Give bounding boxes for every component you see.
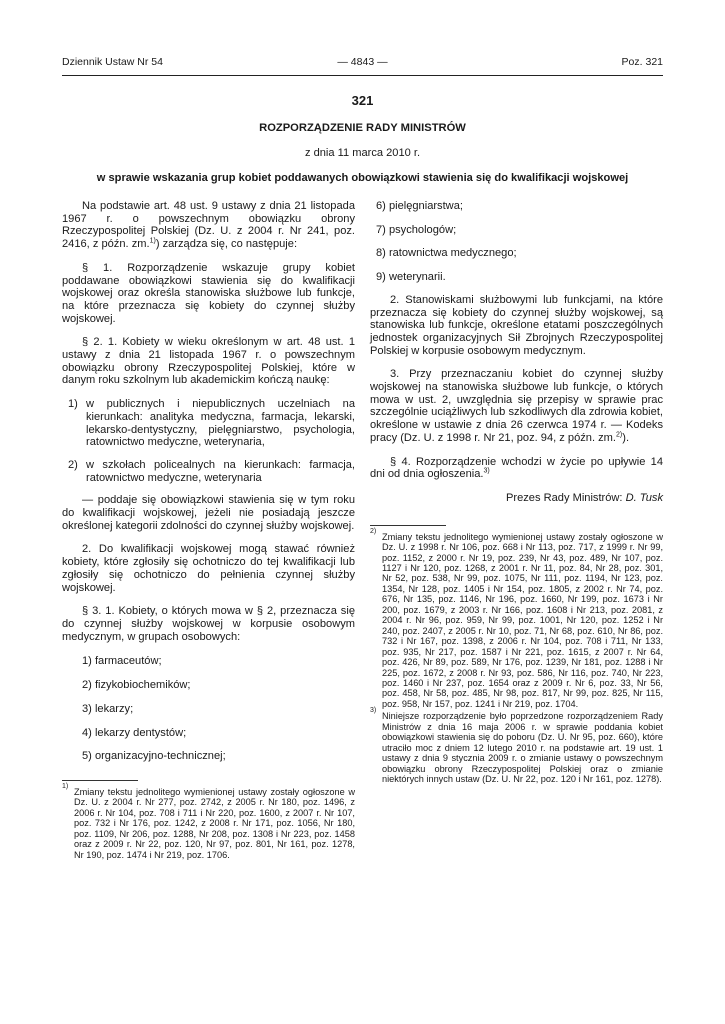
footnote-ref-2: 2): [616, 431, 623, 439]
list-item: 7) psychologów;: [376, 223, 457, 236]
footnote-2: 2) Zmiany tekstu jednolitego wymienionej ustawy zostały ogłoszone w Dz. U. z 1998 r. Nr 106, poz. 668 i Nr 113, poz. 717, z 1999 r. Nr 99, poz. 1152, z 2000 r. Nr 19, poz. 239, Nr 43, poz. 489, Nr 107, poz. 1127 i Nr 120, poz. 1268, z 2001 r. Nr 11, poz. 84, Nr 28, poz. 301, Nr 52, poz. 538, Nr 99, poz. 1075, Nr 111, poz. 1194, Nr 123, poz. 1354, Nr 128, poz. 1405 i Nr 154, poz. 1805, z 2002 r. Nr 74, poz. 676, Nr 135, poz. 1146, Nr 196, poz. 1660, Nr 199, poz. 1673 i Nr 200, poz. 1679, z 2003 r. Nr 166, poz. 1608 i Nr 213, poz. 2081, z 2004 r. Nr 96, poz. 959, Nr 99, poz. 1001, Nr 120, poz. 1252 i Nr 240, poz. 2407, z 2005 r. Nr 10, poz. 71, Nr 68, poz. 610, Nr 86, poz. 732 i Nr 167, poz. 1398, z 2006 r. Nr 104, poz. 708 i 711, Nr 133, poz. 935, Nr 217, poz. 1587 i Nr 221, poz. 1615, z 2007 r. Nr 64, poz. 426, Nr 89, poz. 589, Nr 176, poz. 1239, Nr 181, poz. 1288 i Nr 225, poz. 1672, z 2008 r. Nr 93, poz. 586, Nr 116, poz. 740, Nr 223, poz. 1460 i Nr 237, poz. 1654 oraz z 2009 r. Nr 6, poz. 33, Nr 56, poz. 458, Nr 58, poz. 485, Nr 98, poz. 817, Nr 99, poz. 825, Nr 115, poz. 958, Nr 157, poz. 1241 i Nr 219, poz. 1704.: [370, 527, 663, 709]
footnote-rule: [370, 525, 446, 526]
footnote-ref-1: 1): [149, 237, 156, 245]
header-position: Poz. 321: [621, 56, 663, 68]
legal-basis-paragraph: Na podstawie art. 48 ust. 9 ustawy z dnia 21 listopada 1967 r. o powszechnym obowiązku obrony Rzeczypospolitej Polskiej (Dz. U. z 2004 r. Nr 241, poz. 2416, z późn. zm.$^{1)}$) zarządza się, co następuje:: [62, 200, 355, 251]
header-journal: Dziennik Ustaw Nr 54: [62, 56, 163, 68]
footnote-ref-3: 3): [483, 467, 490, 475]
section-3-1: § 3. 1. Kobiety, o których mowa w § 2, przeznacza się do czynnej służby wojskowej w korpusie osobowym medycznym, w grupach osobowych:: [62, 605, 355, 643]
footnote-1: 1) Zmiany tekstu jednolitego wymienionej ustawy zostały ogłoszone w Dz. U. z 2004 r. Nr 277, poz. 2742, z 2005 r. Nr 180, poz. 1496, z 2006 r. Nr 104, poz. 708 i 711 i Nr 220, poz. 1600, z 2007 r. Nr 107, poz. 732 i Nr 176, poz. 1242, z 2008 r. Nr 171, poz. 1056, Nr 180, poz. 1109, Nr 206, poz. 1288, Nr 208, poz. 1308 i Nr 223, poz. 1458 oraz z 2009 r. Nr 22, poz. 120, Nr 97, poz. 801, Nr 161, poz. 1278, Nr 190, poz. 1474 i Nr 219, poz. 1706.: [62, 782, 355, 860]
section-1: § 1. Rozporządzenie wskazuje grupy kobiet poddawane obowiązkowi stawienia się do kwalifikacji wojskowej oraz określa stanowiska służbowe lub funkcje, na które przeznacza się kobiety do czynnej służby wojskowej.: [62, 261, 355, 325]
act-subject: w sprawie wskazania grup kobiet poddawanych obowiązkowi stawienia się do kwalifikacji wojskowej: [96, 172, 629, 184]
header-rule: [62, 75, 663, 76]
footnote-3: 3) Niniejsze rozporządzenie było poprzedzone rozporządzeniem Rady Ministrów z dnia 16 maja 2006 r. w sprawie poddania kobiet obowiązkowi stawienia się do poboru (Dz. U. Nr 95, poz. 660), które utraciło moc z dniem 12 lutego 2010 r. na podstawie art. 19 ust. 1 ustawy z dnia 9 stycznia 2009 r. o zmianie ustawy o powszechnym obowiązku obrony Rzeczypospolitej Polskiej oraz o zmianie niektórych innych ustaw (Dz. U. Nr 22, poz. 120 i Nr 161, poz. 1278).: [370, 707, 663, 785]
section-4: § 4. Rozporządzenie wchodzi w życie po upływie 14 dni od dnia ogłoszenia.$^{3)}$: [370, 455, 663, 481]
header-page-number: — 4843 —: [337, 56, 388, 68]
list-item: 1) w publicznych i niepublicznych uczelniach na kierunkach: analityka medyczna, farmacja, lekarski, lekarsko-dentystyczny, pielęgniarstwo, psychologia, ratownictwo medyczne, weterynaria,: [68, 398, 355, 449]
list-item: 8) ratownictwa medycznego;: [376, 247, 517, 260]
left-column: [62, 200, 355, 860]
list-item: 5) organizacyjno-technicznej;: [82, 750, 226, 763]
section-2-tail: — poddaje się obowiązkowi stawienia się w tym roku do kwalifikacji wojskowej, jeżeli nie posiadają jeszcze określonej kategorii zdolności do czynnej służby wojskowej.: [62, 494, 355, 532]
footnote-rule: [62, 780, 138, 781]
right-column: [370, 200, 663, 785]
act-date: z dnia 11 marca 2010 r.: [304, 147, 421, 159]
list-item: 3) lekarzy;: [82, 702, 134, 715]
section-2-1: § 2. 1. Kobiety w wieku określonym w art. 48 ust. 1 ustawy z dnia 21 listopada 1967 r. o powszechnym obowiązku obrony Rzeczypospolitej Polskiej, które w danym roku szkolnym lub akademickim kończą naukę:: [62, 336, 355, 387]
act-title: ROZPORZĄDZENIE RADY MINISTRÓW: [259, 122, 466, 134]
list-item: 2) fizykobiochemików;: [82, 679, 191, 692]
list-item: 1) farmaceutów;: [82, 655, 162, 668]
signature: Prezes Rady Ministrów: D. Tusk: [505, 491, 663, 504]
signature-name: D. Tusk: [625, 491, 663, 504]
list-item: 9) weterynarii.: [376, 271, 446, 284]
list-item: 6) pielęgniarstwa;: [376, 200, 463, 212]
section-3-2: 2. Stanowiskami służbowymi lub funkcjami, na które przeznacza się kobiety do czynnej służby wojskowej, są stanowiska lub funkcje, określone etatami poszczególnych jednostek organizacyjnych Sił Zbrojnych Rzeczypospolitej Polskiej w korpusie osobowym medycznym.: [370, 293, 663, 357]
list-item: 4) lekarzy dentystów;: [82, 726, 187, 739]
section-3-3: 3. Przy przeznaczaniu kobiet do czynnej służby wojskowej na stanowiska służbowe lub funkcje, o których mowa w ust. 2, uwzględnia się przepisy w sprawie prac szczególnie uciążliwych lub szkodliwych dla zdrowia kobiet, określone w ustawie z dnia 26 czerwca 1974 r. — Kodeks pracy (Dz. U. z 1998 r. Nr 21, poz. 94, z późn. zm.$^{2)}$).: [370, 368, 663, 444]
act-number: 321: [351, 93, 374, 108]
list-item: 2) w szkołach policealnych na kierunkach: farmacja, ratownictwo medyczne, weterynaria: [68, 458, 355, 484]
section-2-2: 2. Do kwalifikacji wojskowej mogą stawać również kobiety, które zgłosiły się ochotniczo do tej kwalifikacji lub zgłosiły się ochotniczo do pełnienia czynnej służby wojskowej.: [62, 543, 355, 594]
